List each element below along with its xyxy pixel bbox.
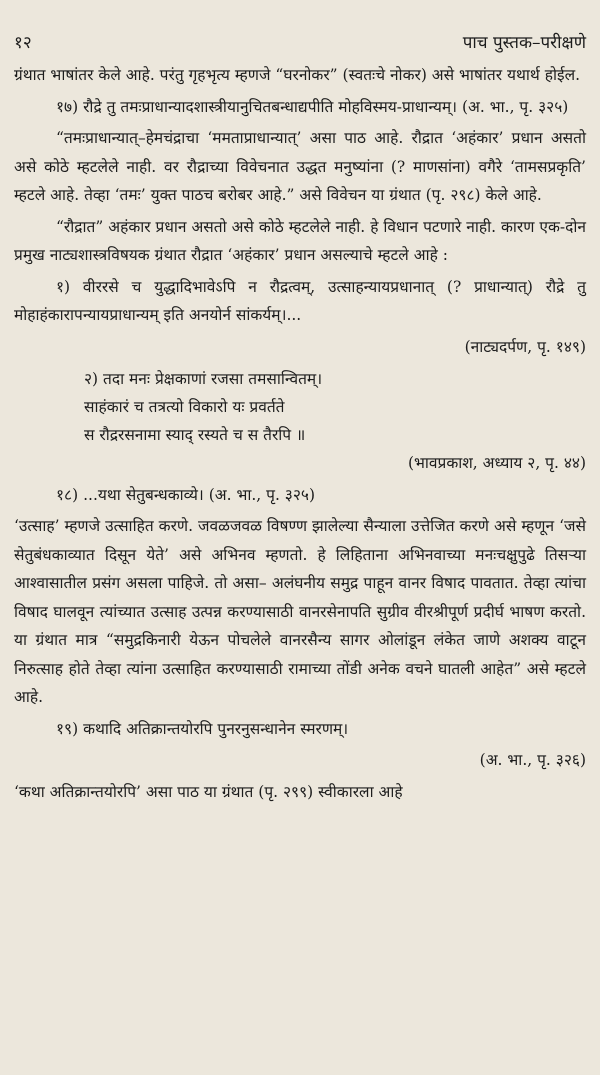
verse-bhavaprakash <box>14 365 586 449</box>
verse-line: २) तदा मनः प्रेक्षकाणां रजसा तमसान्वितम्। <box>84 369 323 388</box>
paragraph-utsaha: ‘उत्साह’ म्हणजे उत्साहित करणे. जवळजवळ विषण्ण झालेल्या सैन्याला उत्तेजित करणे असे म्हणून ‘जसे सेतुबंधकाव्यात दिसून येते’ असे अभिनव म्हणतो. हे लिहिताना अभिनवाच्या मनःचक्षुपुढे तिसऱ्या आश्वासातील प्रसंग असला पाहिजे. तो असा– अलंघनीय समुद्र पाहून वानर विषाद पावतात. तेव्हा त्यांचा विषाद घालवून त्यांच्यात उत्साह उत्पन्न करण्यासाठी वानरसेनापति सुग्रीव वीरश्रीपूर्ण प्रदीर्घ भाषण करतो. या ग्रंथात मात्र “समुद्रकिनारी येऊन पोचलेले वानरसैन्य सागर ओलांडून लंकेत जाणे अशक्य वाटून निरुत्साह होते तेव्हा त्यांना उत्साहित करण्यासाठी रामाच्या तोंडी अनेक वचने घातली आहेत” असे म्हटले आहे. <box>14 517 586 706</box>
verse-line: साहंकारं च तत्रत्यो विकारो यः प्रवर्तते <box>84 397 285 416</box>
running-title: पाच पुस्तक–परीक्षणे <box>462 33 586 53</box>
citation-18: १८) ...यथा सेतुबन्धकाव्ये। (अ. भा., पृ. ३२५) <box>56 485 316 504</box>
citation-19: १९) कथादि अतिक्रान्तयोरपि पुनरनुसन्धानेन स्मरणम्। <box>56 719 349 738</box>
paragraph-tamah-discussion: “तमःप्राधान्यात्–हेमचंद्राचा ‘ममताप्राधान्यात्’ असा पाठ आहे. रौद्रात ‘अहंकार’ प्रधान असतो असे कोठे म्हटलेले नाही. वर रौद्राच्या विवेचनात उद्धत मनुष्यांना (? माणसांना) वगैरे ‘तामसप्रकृति’ म्हटले आहे. तेव्हा ‘तमः’ युक्त पाठच बरोबर आहे.” असे विवेचन या ग्रंथात (पृ. २९८) केले आहे. <box>14 129 586 204</box>
paragraph-katha-reading: ‘कथा अतिक्रान्तयोरपि’ असा पाठ या ग्रंथात (पृ. २९९) स्वीकारला आहे <box>14 783 403 801</box>
page-header <box>14 30 586 53</box>
page-body <box>14 61 586 807</box>
citation-17: १७) रौद्रे तु तमःप्राधान्यादशास्त्रीयानुचितबन्धाद्यपीति मोहविस्मय-प्राधान्यम्। (अ. भा., पृ. ३२५) <box>56 97 569 116</box>
page-number: १२ <box>14 33 32 53</box>
paragraph-raudra-ahankar: “रौद्रात” अहंकार प्रधान असतो असे कोठे म्हटलेले नाही. हे विधान पटणारे नाही. कारण एक-दोन प्रमुख नाट्यशास्त्रविषयक ग्रंथात रौद्रात ‘अहंकार’ प्रधान असल्याचे म्हटले आहे : <box>14 217 586 264</box>
paragraph-translation-note: ग्रंथात भाषांतर केले आहे. परंतु गृहभृत्य म्हणजे “घरनोकर” (स्वतःचे नोकर) असे भाषांतर यथार्थ होईल. <box>14 66 581 84</box>
verse-line: स रौद्ररसनामा स्याद् रस्यते च स तैरपि ॥ <box>84 425 306 444</box>
source-abh-326: (अ. भा., पृ. ३२६) <box>479 751 586 769</box>
source-natyadarpan: (नाट्यदर्पण, पृ. १४९) <box>464 337 586 356</box>
source-bhavaprakash: (भावप्रकाश, अध्याय २, पृ. ४४) <box>407 453 586 472</box>
quote-natyadarpan: १) वीररसे च युद्धादिभावेऽपि न रौद्रत्वम्, उत्साहन्यायप्रधानात् (? प्राधान्यात्) रौद्रे तु मोहाहंकारापन्यायप्राधान्यम् इति अनयोर्न सांकर्यम्।... <box>14 277 586 324</box>
